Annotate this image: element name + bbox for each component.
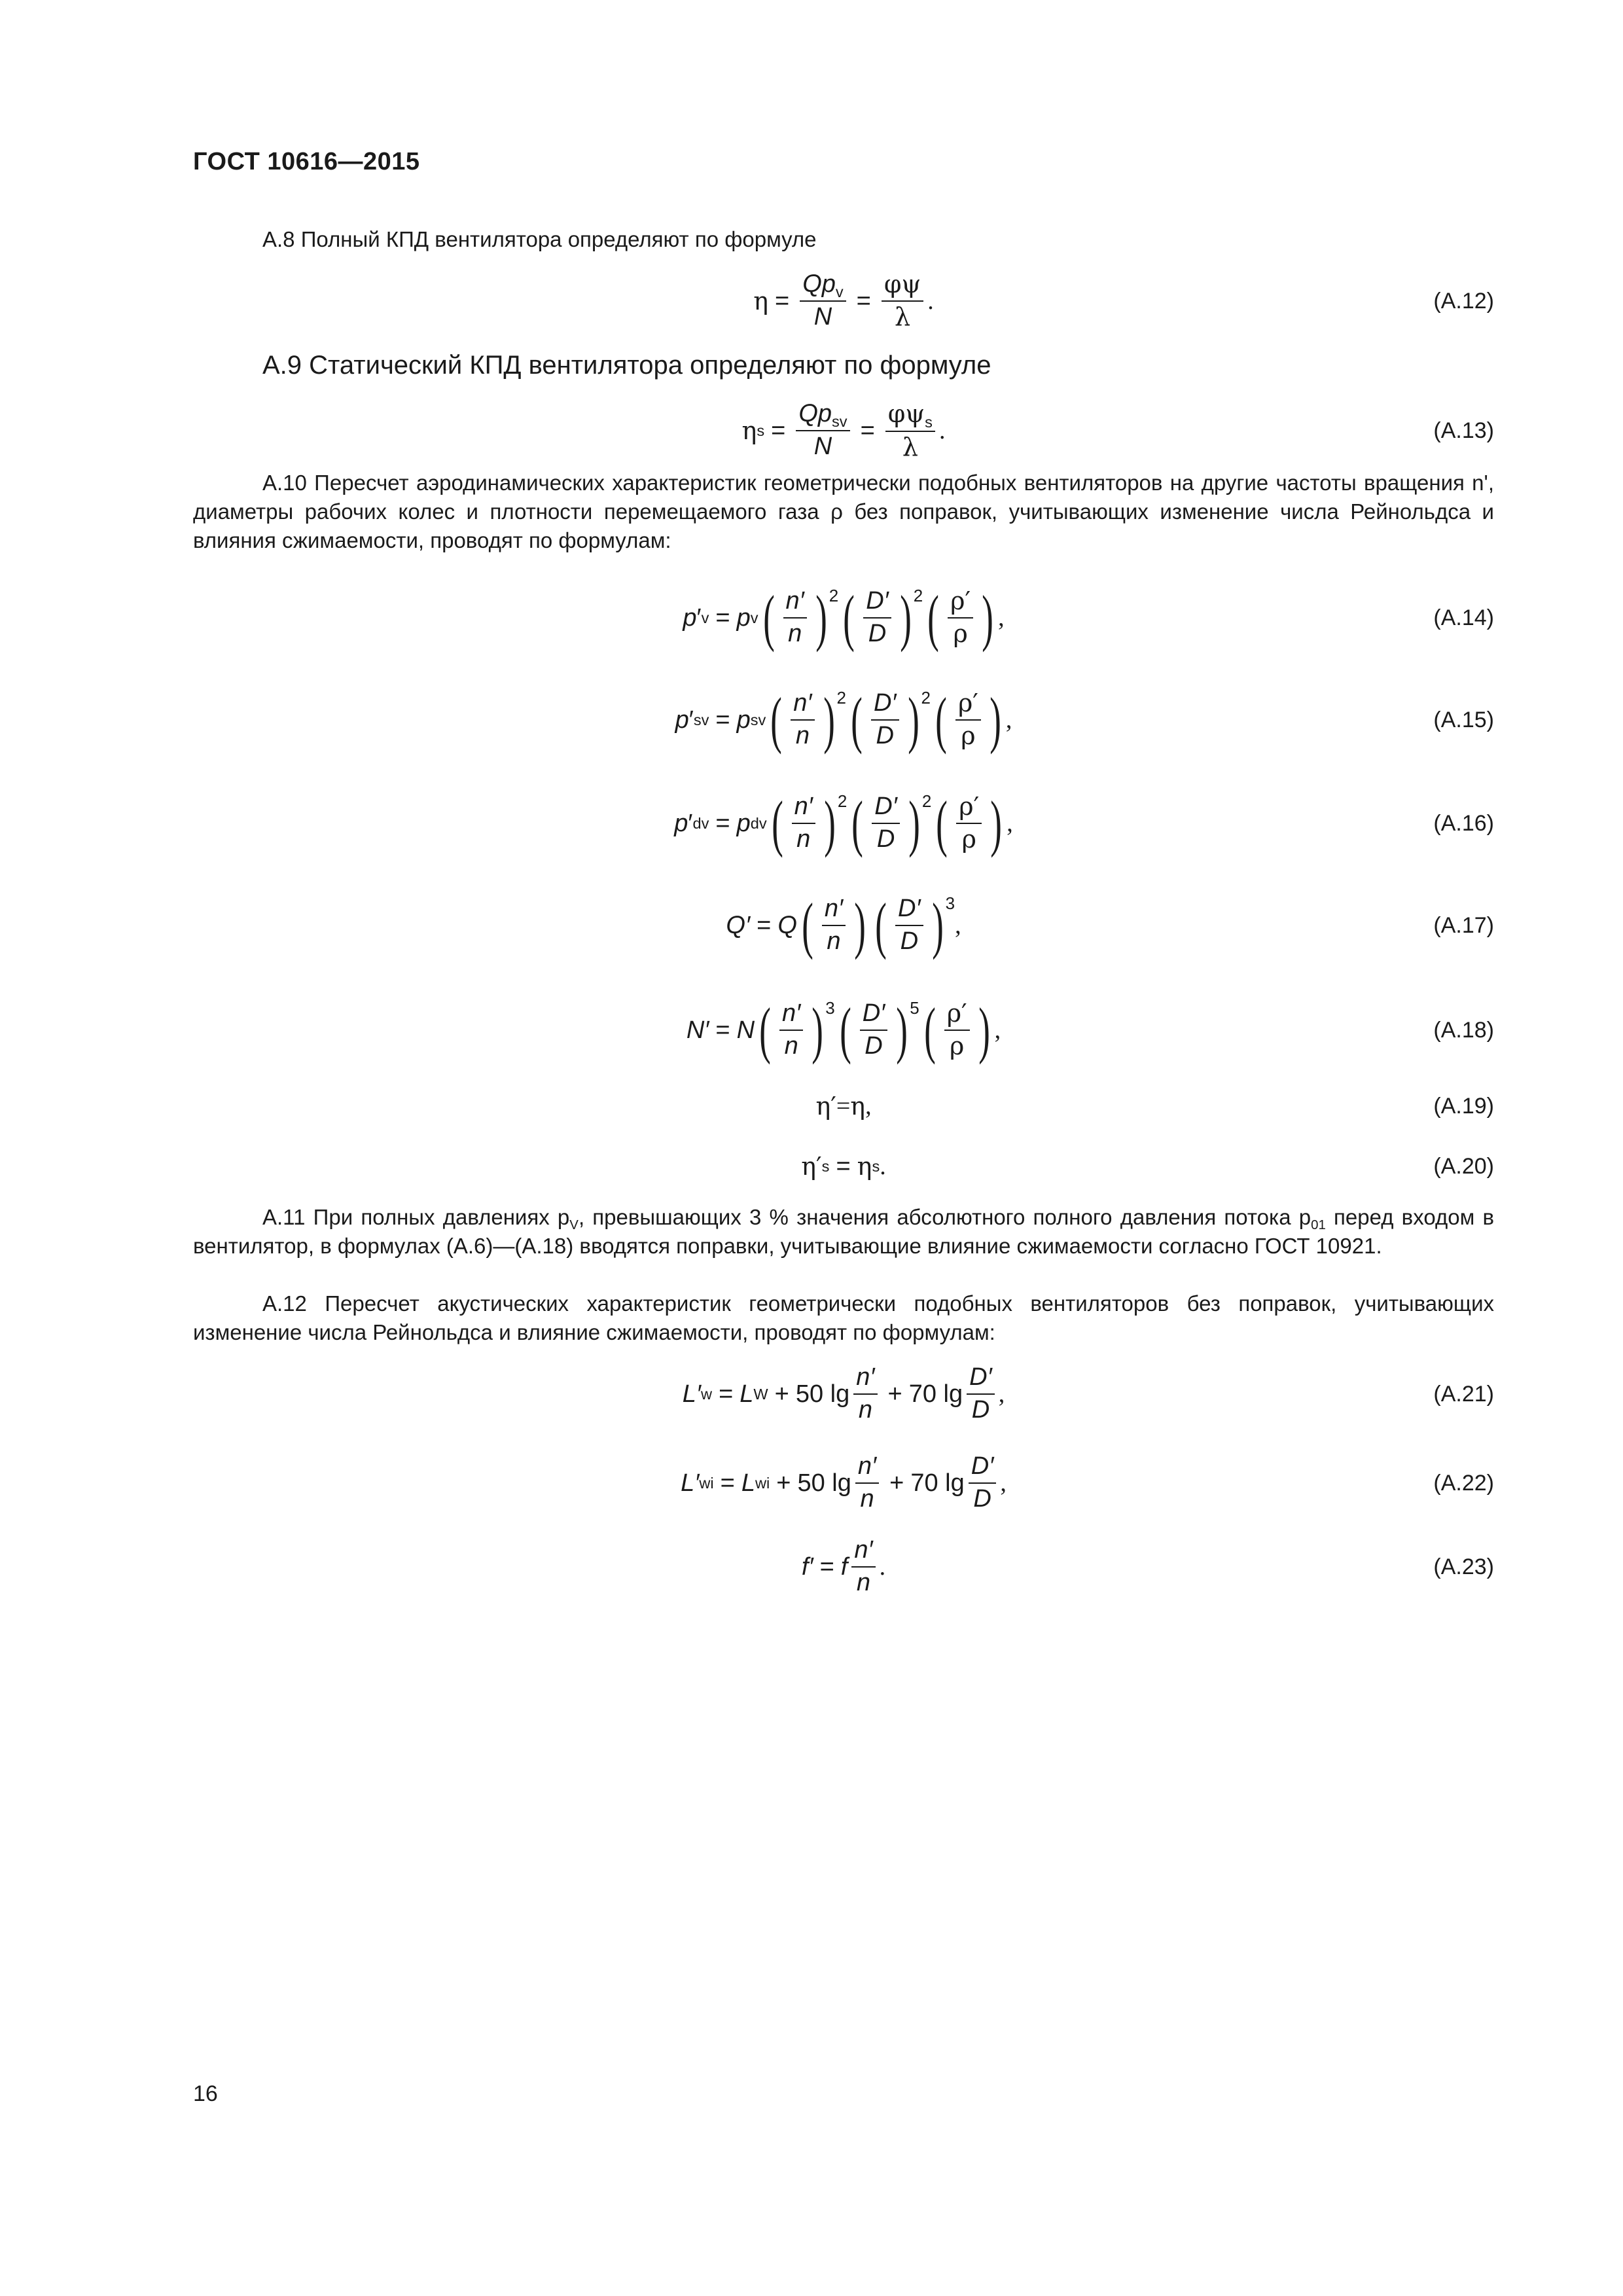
- page-number: 16: [193, 2081, 218, 2106]
- equation-a20: [193, 1127, 1494, 1206]
- section-a12-content: А.12 Пересчет акустических характеристик геометрически подобных вентиляторов без поправок, учитывающих изменение числа Рейнольдса и влияние сжимаемости, проводят по формулам:: [193, 1291, 1494, 1344]
- equation-number-a19: (А.19): [1433, 1093, 1494, 1119]
- section-a11-sub1: V: [569, 1217, 579, 1233]
- document-header: ГОСТ 10616—2015: [193, 148, 420, 175]
- formula-a12: η = $\frac{Qp_v}{N}$ = $\frac{\varphi\psi}{\lambda}$ .: [753, 270, 934, 331]
- equation-number-a12: (А.12): [1433, 288, 1494, 314]
- formula-a23: f′ = f $\frac{n'}{n}$ .: [801, 1536, 886, 1596]
- equation-a22: [193, 1444, 1494, 1522]
- equation-a13: [193, 391, 1494, 470]
- formula-a19: η′ = η ,: [815, 1092, 872, 1121]
- equation-a12: [193, 262, 1494, 340]
- formula-a22: L′ wi = L wi + 50 lg $\frac{n'}{n}$ + 70 lg $\frac{D'}{D}$ ,: [681, 1452, 1007, 1513]
- formula-a20: η′ s = η s .: [801, 1152, 886, 1181]
- formula-a14: p ′ v = p v ( $\frac{n'}{n}$ ) 2 ( $\frac{D'}{D}$ ) 2 ( $\frac{\rho'}{\rho}$ ) ,: [683, 583, 1005, 653]
- formula-a21: L′ w = L W + 50 lg $\frac{n'}{n}$ + 70 lg $\frac{D'}{D}$ ,: [682, 1363, 1005, 1424]
- equation-number-a17: (А.17): [1433, 912, 1494, 938]
- section-a8-text: А.8 Полный КПД вентилятора определяют по формуле: [262, 227, 817, 251]
- equation-a21: [193, 1355, 1494, 1433]
- section-a11-text: [193, 1203, 1494, 1261]
- formula-a16: p ′ dv = p dv ( $\frac{n'}{n}$ ) 2 ( $\frac{D'}{D}$ ) 2 ( $\frac{\rho'}{\rho}$ ) ,: [674, 788, 1013, 858]
- section-a10-text: [193, 469, 1494, 555]
- section-a11-part2: , превышающих 3 % значения абсолютного полного давления потока p: [578, 1205, 1311, 1229]
- formula-a15: p ′ sv = p sv ( $\frac{n'}{n}$ ) 2 ( $\frac{D'}{D}$ ) 2 ( $\frac{\rho'}{\rho}$ ) ,: [675, 685, 1012, 755]
- formula-a13: η s = $\frac{Qp_{sv}}{N}$ = $\frac{\varphi\psi_s}{\lambda}$ .: [741, 399, 946, 461]
- equation-number-a15: (А.15): [1433, 707, 1494, 732]
- equation-a15: [193, 681, 1494, 759]
- equation-number-a13: (А.13): [1433, 418, 1494, 443]
- equation-a16: [193, 784, 1494, 863]
- section-a11-sub2: 01: [1311, 1217, 1326, 1233]
- equation-a18: [193, 991, 1494, 1069]
- section-a9-text: А.9 Статический КПД вентилятора определяют по формуле: [262, 351, 991, 380]
- equation-number-a14: (А.14): [1433, 605, 1494, 630]
- equation-number-a21: (А.21): [1433, 1381, 1494, 1407]
- equation-a14: [193, 579, 1494, 657]
- section-a12-text: [193, 1289, 1494, 1347]
- equation-a23: [193, 1528, 1494, 1606]
- section-a11-part1: А.11 При полных давлениях p: [262, 1205, 570, 1229]
- equation-number-a22: (А.22): [1433, 1470, 1494, 1496]
- equation-a17: [193, 886, 1494, 965]
- equation-number-a18: (А.18): [1433, 1017, 1494, 1043]
- equation-number-a16: (А.16): [1433, 810, 1494, 836]
- equation-number-a20: (А.20): [1433, 1153, 1494, 1179]
- equation-number-a23: (А.23): [1433, 1554, 1494, 1579]
- section-a10-content: А.10 Пересчет аэродинамических характеристик геометрически подобных вентиляторов на другие частоты вращения n', диаметры рабочих колес и плотности перемещаемого газа ρ без поправок, учитывающих изменение числа Рейнольдса и влияния сжимаемости, проводят по формулам:: [193, 471, 1494, 552]
- formula-a17: Q′ = Q ( $\frac{n'}{n}$ ) ( $\frac{D'}{D}$ ) 3 ,: [726, 890, 961, 960]
- formula-a18: N′ = N ( $\frac{n'}{n}$ ) 3 ( $\frac{D'}{D}$ ) 5 ( $\frac{\rho'}{\rho}$ ) ,: [686, 995, 1001, 1065]
- section-a11-part3: перед входом в вентилятор, в формулах (А.6)—(А.18) вводятся поправки, учитывающие влияние сжимаемости согласно ГОСТ 10921.: [193, 1205, 1494, 1258]
